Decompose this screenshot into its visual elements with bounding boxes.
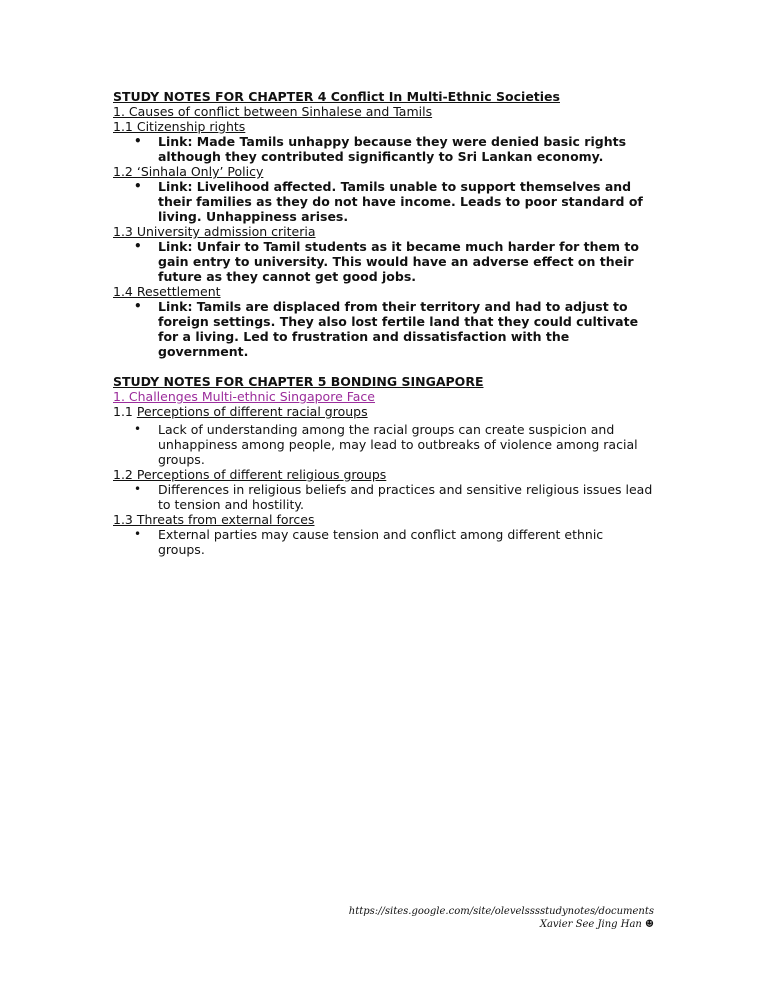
chapter4-causes-heading: 1. Causes of conflict between Sinhalese and Tamils (113, 104, 433, 119)
section-number: 1.1 (113, 404, 137, 419)
chapter4-title: STUDY NOTES FOR CHAPTER 4 Conflict In Multi-Ethnic Societies (113, 89, 560, 104)
bullet-icon: • (134, 239, 142, 253)
page-footer (349, 905, 654, 931)
chapter5-title: STUDY NOTES FOR CHAPTER 5 BONDING SINGAPORE (113, 374, 484, 389)
bullet-icon: • (134, 482, 142, 496)
religious-point: Differences in religious beliefs and practices and sensitive religious issues lead to tension and hostility. (158, 482, 653, 512)
resettlement-point: Link: Tamils are displaced from their territory and had to adjust to foreign settings. They also lost fertile land that they could cultivate for a living. Led to frustration and dissatisfaction with the government. (158, 299, 639, 359)
list-item (113, 299, 653, 359)
section-resettlement-heading: 1.4 Resettlement (113, 284, 221, 299)
sinhala-only-point: Link: Livelihood affected. Tamils unable to support themselves and their families as they do not have income. Leads to poor standard of living. Unhappiness arises. (158, 179, 643, 224)
section-racial-title: Perceptions of different racial groups (136, 404, 368, 419)
list-item (113, 422, 653, 467)
citizenship-point: Link: Made Tamils unhappy because they were denied basic rights although they contributed significantly to Sri Lankan economy. (158, 134, 627, 164)
section-university-heading: 1.3 University admission criteria (113, 224, 316, 239)
bullet-icon: • (134, 134, 142, 148)
chapter5-challenges-link[interactable]: 1. Challenges Multi-ethnic Singapore Face (113, 389, 375, 404)
footer-url[interactable]: https://sites.google.com/site/olevelsssstudynotes/documents (348, 906, 654, 917)
bullet-icon: • (134, 422, 142, 436)
list-item (113, 179, 653, 224)
spacer (113, 359, 653, 374)
section-external-heading: 1.3 Threats from external forces (113, 512, 315, 527)
list-item (113, 134, 653, 164)
bullet-icon: • (134, 179, 142, 193)
footer-author: Xavier See Jing Han ☻ (539, 919, 654, 930)
university-point: Link: Unfair to Tamil students as it became much harder for them to gain entry to university. This would have an adverse effect on their future as they cannot get good jobs. (158, 239, 639, 284)
document-body (113, 89, 653, 557)
list-item (113, 482, 653, 512)
bullet-icon: • (134, 299, 142, 313)
list-item (113, 527, 653, 557)
bullet-icon: • (134, 527, 142, 541)
external-point: External parties may cause tension and conflict among different ethnic groups. (158, 527, 604, 557)
section-racial-heading (113, 404, 653, 419)
list-item (113, 239, 653, 284)
section-citizenship-heading: 1.1 Citizenship rights (113, 119, 246, 134)
section-sinhala-only-heading: 1.2 ‘Sinhala Only’ Policy (113, 164, 264, 179)
racial-point: Lack of understanding among the racial groups can create suspicion and unhappiness among people, may lead to outbreaks of violence among racial groups. (158, 422, 638, 467)
section-religious-heading: 1.2 Perceptions of different religious groups (113, 467, 387, 482)
